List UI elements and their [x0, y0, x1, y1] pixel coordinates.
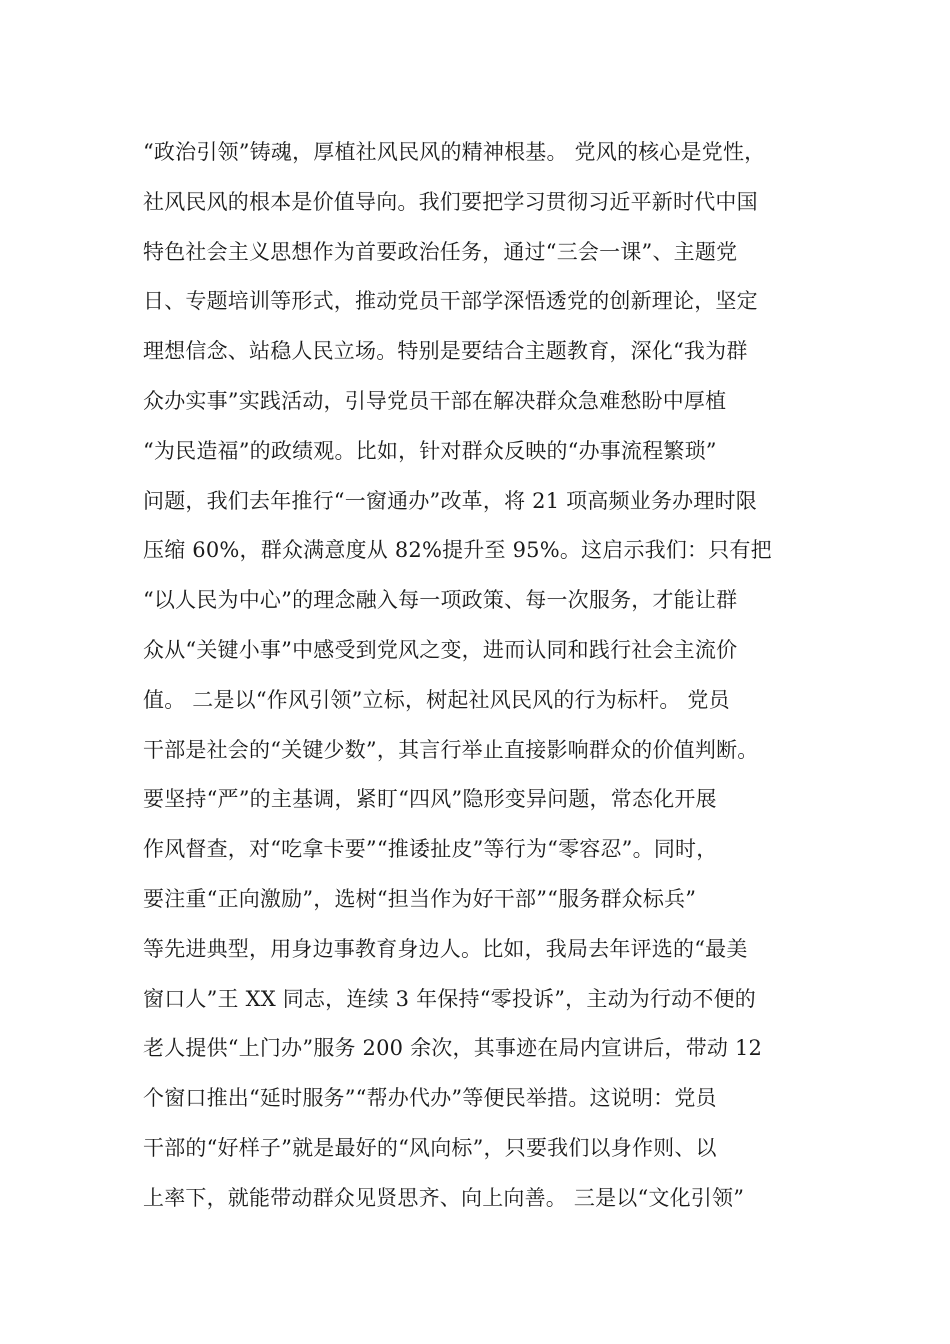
text-line: “为民造福”的政绩观。比如，针对群众反映的“办事流程繁琐”	[143, 438, 717, 463]
text-line: 要注重“正向激励”，选树“担当作为好干部”“服务群众标兵”	[143, 886, 697, 911]
text-line: “政治引领”铸魂，厚植社风民风的精神根基。 党风的核心是党性，	[143, 140, 766, 164]
text-line: 值。 二是以“作风引领”立标，树起社风民风的行为标杆。 党员	[143, 687, 730, 712]
text-line: 问题，我们去年推行“一窗通办”改革，将 21 项高频业务办理时限	[143, 488, 757, 513]
text-line: 等先进典型，用身边事教育身边人。比如，我局去年评选的“最美	[143, 936, 748, 961]
text-line: 众办实事”实践活动，引导党员干部在解决群众急难愁盼中厚植	[143, 388, 727, 413]
text-line: “以人民为中心”的理念融入每一项政策、每一次服务，才能让群	[143, 588, 738, 613]
text-line: 日、专题培训等形式，推动党员干部学深悟透党的创新理论，坚定	[143, 289, 758, 314]
text-line: 作风督查，对“吃拿卡要”“推诿扯皮”等行为“零容忍”。同时，	[143, 837, 718, 862]
text-line: 干部的“好样子”就是最好的“风向标”，只要我们以身作则、以	[143, 1135, 717, 1160]
text-line: 个窗口推出“延时服务”“帮办代办”等便民举措。这说明：党员	[143, 1086, 717, 1111]
text-line: 特色社会主义思想作为首要政治任务，通过“三会一课”、主题党	[143, 239, 738, 264]
text-line: 窗口人”王 XX 同志，连续 3 年保持“零投诉”，主动为行动不便的	[143, 986, 756, 1011]
text-line: 干部是社会的“关键少数”，其言行举止直接影响群众的价值判断。	[143, 737, 759, 762]
text-line: 理想信念、站稳人民立场。特别是要结合主题教育，深化“我为群	[143, 339, 748, 364]
document-body	[143, 128, 823, 1224]
text-line: 老人提供“上门办”服务 200 余次，其事迹在局内宣讲后，带动 12	[143, 1036, 763, 1061]
text-line: 上率下，就能带动群众见贤思齐、向上向善。 三是以“文化引领”	[143, 1185, 745, 1210]
text-line: 压缩 60%，群众满意度从 82%提升至 95%。这启示我们：只有把	[143, 538, 772, 563]
text-line: 众从“关键小事”中感受到党风之变，进而认同和践行社会主流价	[143, 637, 738, 662]
text-line: 要坚持“严”的主基调，紧盯“四风”隐形变异问题，常态化开展	[143, 787, 717, 812]
text-line: 社风民风的根本是价值导向。我们要把学习贯彻习近平新时代中国	[143, 189, 758, 214]
